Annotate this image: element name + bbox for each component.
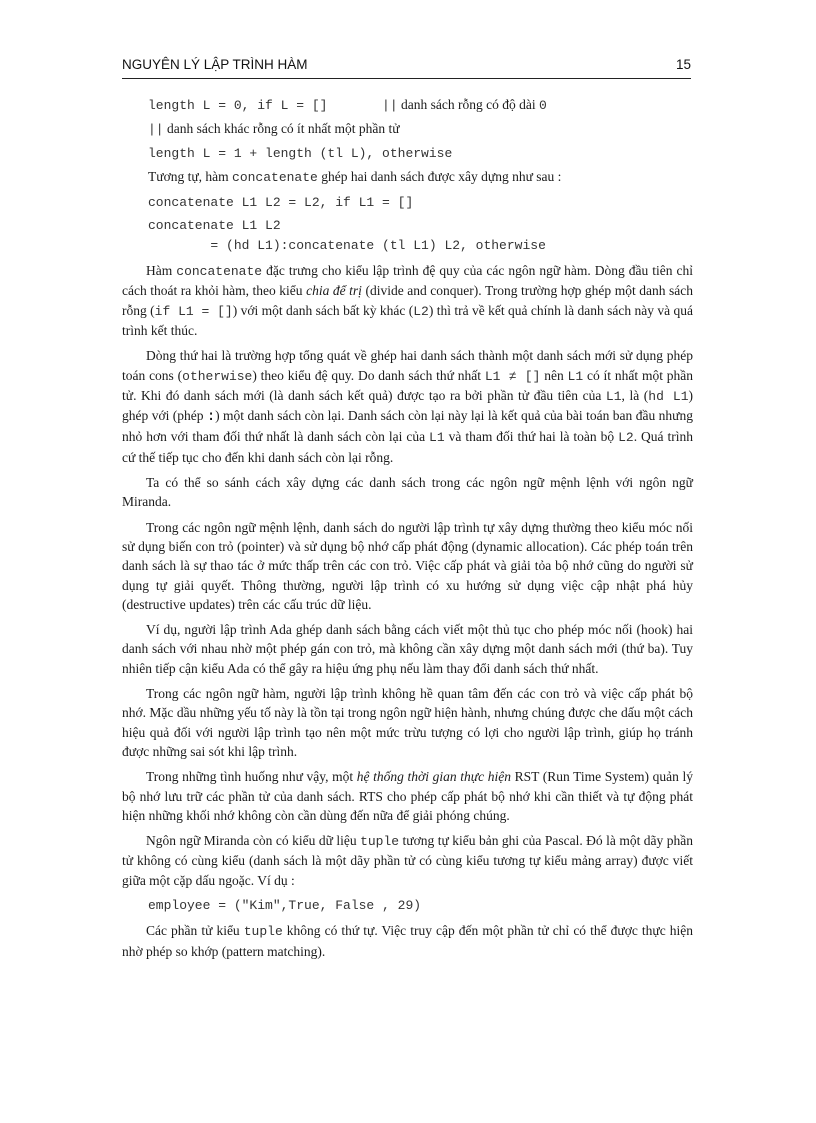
page-header — [122, 55, 691, 77]
page-body — [122, 95, 693, 967]
similar-intro: Tương tự, hàm concatenate ghép hai danh sách được xây dựng như sau : — [148, 168, 562, 185]
code-comment: danh sách rỗng có độ dài — [401, 97, 536, 112]
code-line-length-recursive: length L = 1 + length (tl L), otherwise — [148, 145, 453, 161]
page-number: 15 — [675, 57, 691, 72]
paragraph-second-line: Dòng thứ hai là trường hợp tổng quát về ghép hai danh sách thành một danh sách mới sử dụng phép toán cons (otherwise) theo kiểu đệ quy. Do danh sách thứ nhất L1 ≠ [] nên L1 có ít nhất một phần tử. Khi đó danh sách mới (là danh sách kết quả) được tạo ra bởi phần tử đầu tiên của L1, là (hd L1) ghép với (phép :) một danh sách còn lại. Danh sách còn lại này lại là kết quả của bài toán ban đầu nhưng nhỏ hơn với tham đối thứ nhất là danh sách còn lại của L1 và tham đối thứ hai là toàn bộ L2. Quá trình cứ thế tiếp tục cho đến khi danh sách còn lại rỗng. — [122, 348, 694, 465]
running-title: NGUYÊN LÝ LẬP TRÌNH HÀM — [122, 57, 308, 72]
paragraph-rts: Trong những tình huống như vậy, một hệ thống thời gian thực hiện RST (Run Time System) quản lý bộ nhớ lưu trữ các phần tử của danh sách. RTS cho phép cấp phát bộ nhớ khi cần thiết và tự động phát hiện những khối nhớ không còn cần dùng đến nữa để giải phóng chúng. — [122, 769, 693, 823]
code-line-concatenate-head: concatenate L1 L2 — [148, 218, 281, 234]
code-line-concatenate-base: concatenate L1 L2 = L2, if L1 = [] — [148, 195, 414, 211]
paragraph-concatenate: Hàm concatenate đặc trưng cho kiểu lập trình đệ quy của các ngôn ngữ hàm. Dòng đầu tiên chỉ cách thoát ra khỏi hàm, theo kiểu chia để trị (divide and conquer). Trong trường hợp ghép một danh sách rỗng (if L1 = []) với một danh sách bất kỳ khác (L2) thì trả về kết quả chính là danh sách này và quá trình kết thúc. — [122, 263, 694, 338]
paragraph-imperative: Trong các ngôn ngữ mệnh lệnh, danh sách do người lập trình tự xây dựng thường theo kiểu móc nối sử dụng biến con trỏ (pointer) và sử dụng bộ nhớ cấp phát động (dynamic allocation). Các phép toán trên danh sách là sự thao tác ở mức thấp trên các con trỏ. Việc cấp phát và giải tỏa bộ nhớ cũng do người sử dụng tự giải quyết. Thông thường, người lập trình có xu hướng sử dụng việc cập nhật phá hủy (destructive updates) trên các cấu trúc dữ liệu. — [122, 519, 693, 612]
paragraph-functional: Trong các ngôn ngữ hàm, người lập trình không hề quan tâm đến các con trỏ và việc cấp phát bộ nhớ. Mặc dầu những yếu tố này là tồn tại trong ngôn ngữ hiện hành, nhưng chúng được che dấu một cách hiệu quả đối với người lập trình tạo nên một mức trừu tượng có lợi cho người lập trình, giúp họ tránh được những sai sót khi lập trình. — [122, 686, 693, 759]
paragraph-tuple-order: Các phần tử kiểu tuple không có thứ tự. Việc truy cập đến một phần tử chỉ có thể được thực hiện nhờ phép so khớp (pattern matching). — [122, 923, 693, 959]
code-line-employee: employee = ("Kim",True, False , 29) — [148, 897, 422, 913]
code-comment-line: || danh sách khác rỗng có ít nhất một phần tử — [148, 121, 400, 138]
code-line-length-empty: length L = 0, if L = [] || danh sách rỗng có độ dài 0 — [148, 97, 547, 113]
code-line-concatenate-recursive: = (hd L1):concatenate (tl L1) L2, otherwise — [148, 237, 546, 253]
paragraph-tuple: Ngôn ngữ Miranda còn có kiểu dữ liệu tuple tương tự kiểu bản ghi của Pascal. Đó là một dãy phần tử không có cùng kiểu (danh sách là một dãy phần tử có cùng kiểu tương tự kiểu mảng array) được viết giữa một cặp dấu ngoặc. Ví dụ : — [122, 833, 693, 888]
paragraph-ada-example: Ví dụ, người lập trình Ada ghép danh sách bằng cách viết một thủ tục cho phép móc nối (hook) hai danh sách với nhau nhờ một phép gán con trỏ, mà không cần xây dựng một danh sách mới (thứ ba). Tuy nhiên tiếp cận kiểu Ada có thể gây ra hiệu ứng phụ nếu làm thay đổi danh sách thứ nhất. — [122, 622, 693, 676]
paragraph-compare: Ta có thể so sánh cách xây dựng các danh sách trong các ngôn ngữ mệnh lệnh với ngôn ngữ Miranda. — [122, 475, 693, 510]
header-rule — [122, 78, 691, 79]
